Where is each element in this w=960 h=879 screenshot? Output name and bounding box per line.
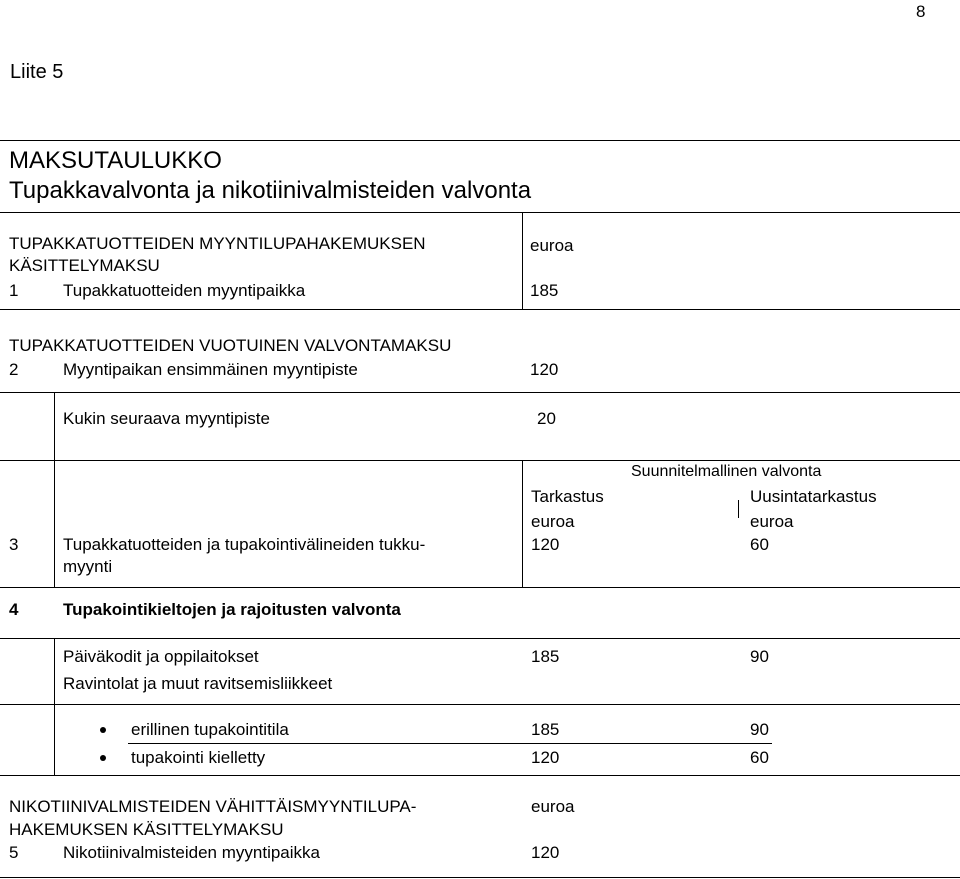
indent-divider-s4 (54, 638, 55, 775)
table-top-border (0, 140, 960, 141)
indent-divider-s2 (54, 392, 55, 460)
section3-row-fee1: 120 (531, 535, 560, 554)
section4-row1-label: Päiväkodit ja oppilaitokset (63, 647, 259, 666)
section4-row1-fee1: 185 (531, 647, 560, 666)
section2-row1-no: 2 (9, 360, 19, 379)
section4-header-divider (0, 638, 960, 639)
section5-header-line1: NIKOTIINIVALMISTEIDEN VÄHITTÄISMYYNTILUPA- (9, 797, 417, 816)
section4-row-divider (0, 704, 960, 705)
page-number: 8 (916, 2, 926, 21)
doc-subtitle: Tupakkavalvonta ja nikotiinivalmisteiden valvonta (9, 177, 532, 204)
section3-divider (0, 587, 960, 588)
section4-no: 4 (9, 600, 19, 619)
section1-header-line1: TUPAKKATUOTTEIDEN MYYNTILUPAHAKEMUKSEN (9, 234, 426, 253)
doc-title: MAKSUTAULUKKO (9, 147, 222, 174)
subcol-divider-s3 (738, 500, 739, 518)
section2-row-divider (0, 392, 960, 393)
section1-unit: euroa (530, 236, 574, 255)
section2-row1-label: Myyntipaikan ensimmäinen myyntipiste (63, 360, 358, 379)
section1-row-fee: 185 (530, 281, 559, 300)
section1-divider (0, 309, 960, 310)
section3-group-header: Suunnitelmallinen valvonta (631, 463, 822, 480)
section3-unit2: euroa (750, 512, 794, 531)
section4-bullet1-fee2: 90 (750, 720, 769, 739)
section3-row-no: 3 (9, 535, 19, 554)
section5-unit: euroa (531, 797, 575, 816)
section3-row-label-line2: myynti (63, 557, 113, 576)
col-divider-s3 (522, 460, 523, 587)
section4-bullet1-fee1: 185 (531, 720, 560, 739)
section3-row-label-line1: Tupakkatuotteiden ja tupakointivälineiden tukku- (63, 535, 426, 554)
section4-bullet2-fee1: 120 (531, 748, 560, 767)
section5-row-label: Nikotiinivalmisteiden myyntipaikka (63, 843, 320, 862)
section2-row2-label: Kukin seuraava myyntipiste (63, 409, 270, 428)
appendix-label: Liite 5 (10, 61, 64, 83)
section1-row-no: 1 (9, 281, 19, 300)
section5-header-line2: HAKEMUKSEN KÄSITTELYMAKSU (9, 820, 284, 839)
section3-col2-header: Uusintatarkastus (750, 487, 877, 506)
section1-row-label: Tupakkatuotteiden myyntipaikka (63, 281, 306, 300)
section4-bullet2-label: tupakointi kielletty (131, 748, 266, 767)
bullet-icon (100, 755, 106, 761)
section4-bullet1-label: erillinen tupakointitila (131, 720, 289, 739)
table-bottom-border (0, 877, 960, 878)
section5-row-fee: 120 (531, 843, 560, 862)
bullet-icon (100, 727, 106, 733)
section4-row1-fee2: 90 (750, 647, 769, 666)
section4-divider (0, 775, 960, 776)
section2-divider (0, 460, 960, 461)
section4-bullet2-fee2: 60 (750, 748, 769, 767)
section2-header: TUPAKKATUOTTEIDEN VUOTUINEN VALVONTAMAKSU (9, 336, 452, 355)
indent-divider-s3 (54, 460, 55, 587)
bullet-row-divider (128, 743, 772, 744)
title-divider (0, 212, 960, 213)
section2-row1-fee: 120 (530, 360, 559, 379)
col-divider-s1 (522, 212, 523, 309)
section2-row2-fee: 20 (537, 409, 556, 428)
section4-row2-label: Ravintolat ja muut ravitsemisliikkeet (63, 674, 333, 693)
section1-header-line2: KÄSITTELYMAKSU (9, 256, 160, 275)
section3-col1-header: Tarkastus (531, 487, 604, 506)
section3-row-fee2: 60 (750, 535, 769, 554)
section4-header: Tupakointikieltojen ja rajoitusten valvonta (63, 600, 401, 619)
section3-unit1: euroa (531, 512, 575, 531)
section5-row-no: 5 (9, 843, 19, 862)
